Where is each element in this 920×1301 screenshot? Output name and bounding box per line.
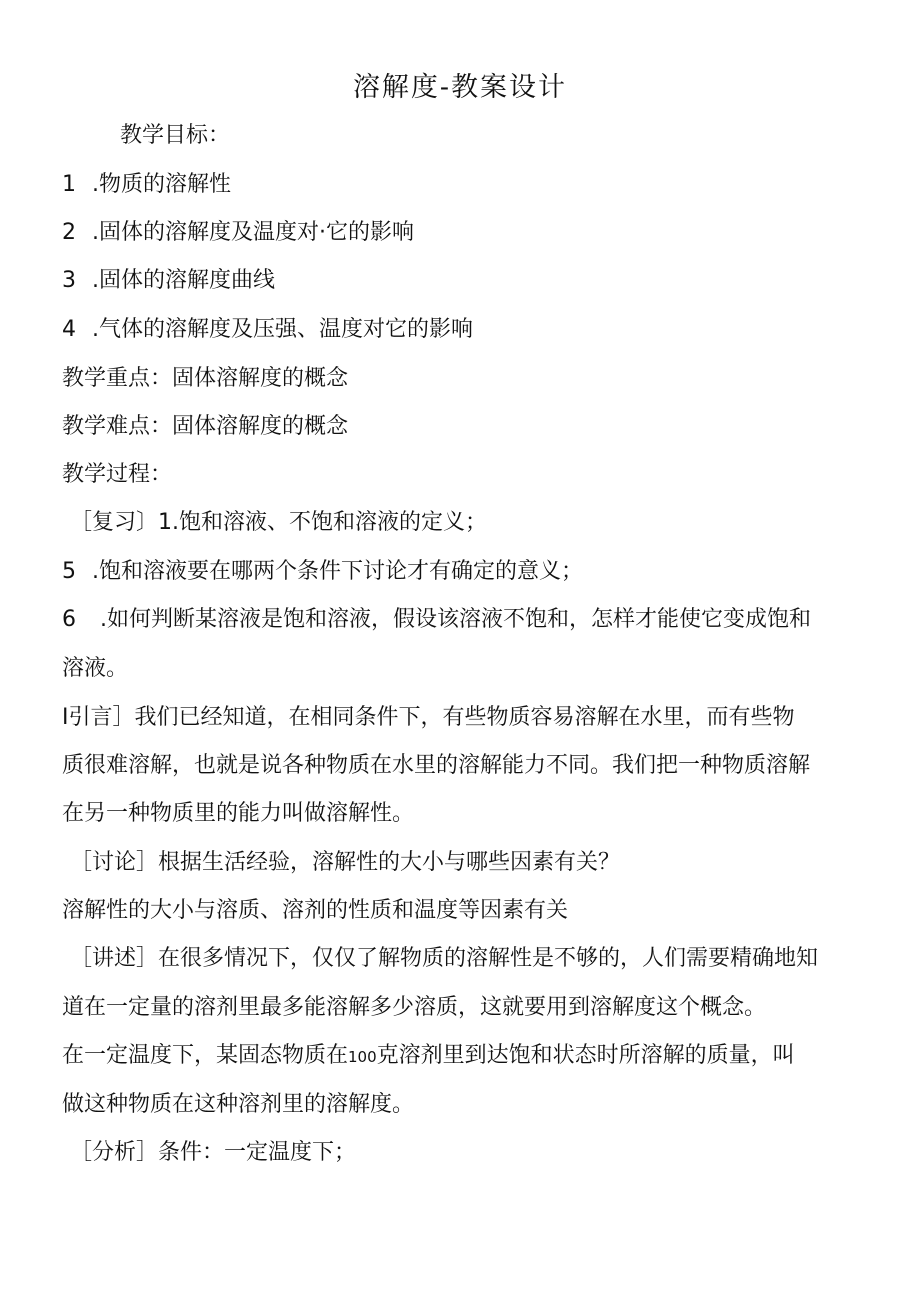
definition-text: 在一定温度下，某固态物质在 — [62, 1043, 349, 1068]
objective-text: .固体的溶解度曲线 — [92, 268, 275, 293]
objective-text: .物质的溶解性 — [92, 172, 231, 197]
objectives-heading: 教学目标： — [120, 123, 231, 148]
objective-item — [62, 218, 414, 248]
document-title: 溶解度-教案设计 — [352, 72, 568, 103]
review-text: .如何判断某溶液是饱和溶液，假设该溶液不饱和，怎样才能使它变成饱和 — [100, 607, 811, 632]
objective-number: 2 — [62, 220, 76, 245]
review-number: 6 — [62, 607, 76, 632]
review-item-5 — [62, 557, 583, 587]
review-text: .饱和溶液要在哪两个条件下讨论才有确定的意义； — [92, 559, 583, 584]
definition-line: 做这种物质在这种溶剂里的溶解度。 — [62, 1092, 415, 1117]
objective-text: .气体的溶解度及压强、温度对它的影响 — [92, 317, 473, 342]
review-item-1: ［复习〕1.饱和溶液、不饱和溶液的定义； — [70, 510, 487, 535]
process-heading: 教学过程： — [62, 462, 173, 487]
intro-paragraph-line: 在另一种物质里的能力叫做溶解性。 — [62, 801, 415, 826]
narration-line: 道在一定量的溶剂里最多能溶解多少溶质，这就要用到溶解度这个概念。 — [62, 995, 767, 1020]
discussion-question: ［讨论］根据生活经验，溶解性的大小与哪些因素有关？ — [70, 850, 621, 875]
review-number: 5 — [62, 559, 76, 584]
definition-text: 克溶剂里到达饱和状态时所溶解的质量，叫 — [376, 1043, 795, 1068]
objective-item — [62, 170, 231, 200]
review-item-6-continuation: 溶液。 — [62, 656, 129, 681]
objective-item — [62, 266, 275, 296]
analysis-line: ［分析］条件：一定温度下； — [70, 1140, 357, 1165]
key-point: 教学重点：固体溶解度的概念 — [62, 366, 349, 391]
objective-item — [62, 315, 473, 345]
definition-number: 100 — [348, 1048, 377, 1066]
intro-paragraph-line: 质很难溶解，也就是说各种物质在水里的溶解能力不同。我们把一种物质溶解 — [62, 753, 811, 778]
review-item-6 — [62, 605, 811, 635]
objective-text: .固体的溶解度及温度对·它的影响 — [92, 220, 414, 245]
objective-number: 3 — [62, 268, 76, 293]
intro-paragraph-line: I引言］我们已经知道，在相同条件下，有些物质容易溶解在水里，而有些物 — [62, 705, 795, 730]
discussion-answer: 溶解性的大小与溶质、溶剂的性质和温度等因素有关 — [62, 898, 569, 923]
difficulty: 教学难点：固体溶解度的概念 — [62, 414, 349, 439]
definition-line — [62, 1041, 795, 1072]
objective-number: 4 — [62, 317, 76, 342]
narration-line: ［讲述］在很多情况下，仅仅了解物质的溶解性是不够的，人们需要精确地知 — [70, 946, 819, 971]
objective-number: 1 — [62, 172, 76, 197]
